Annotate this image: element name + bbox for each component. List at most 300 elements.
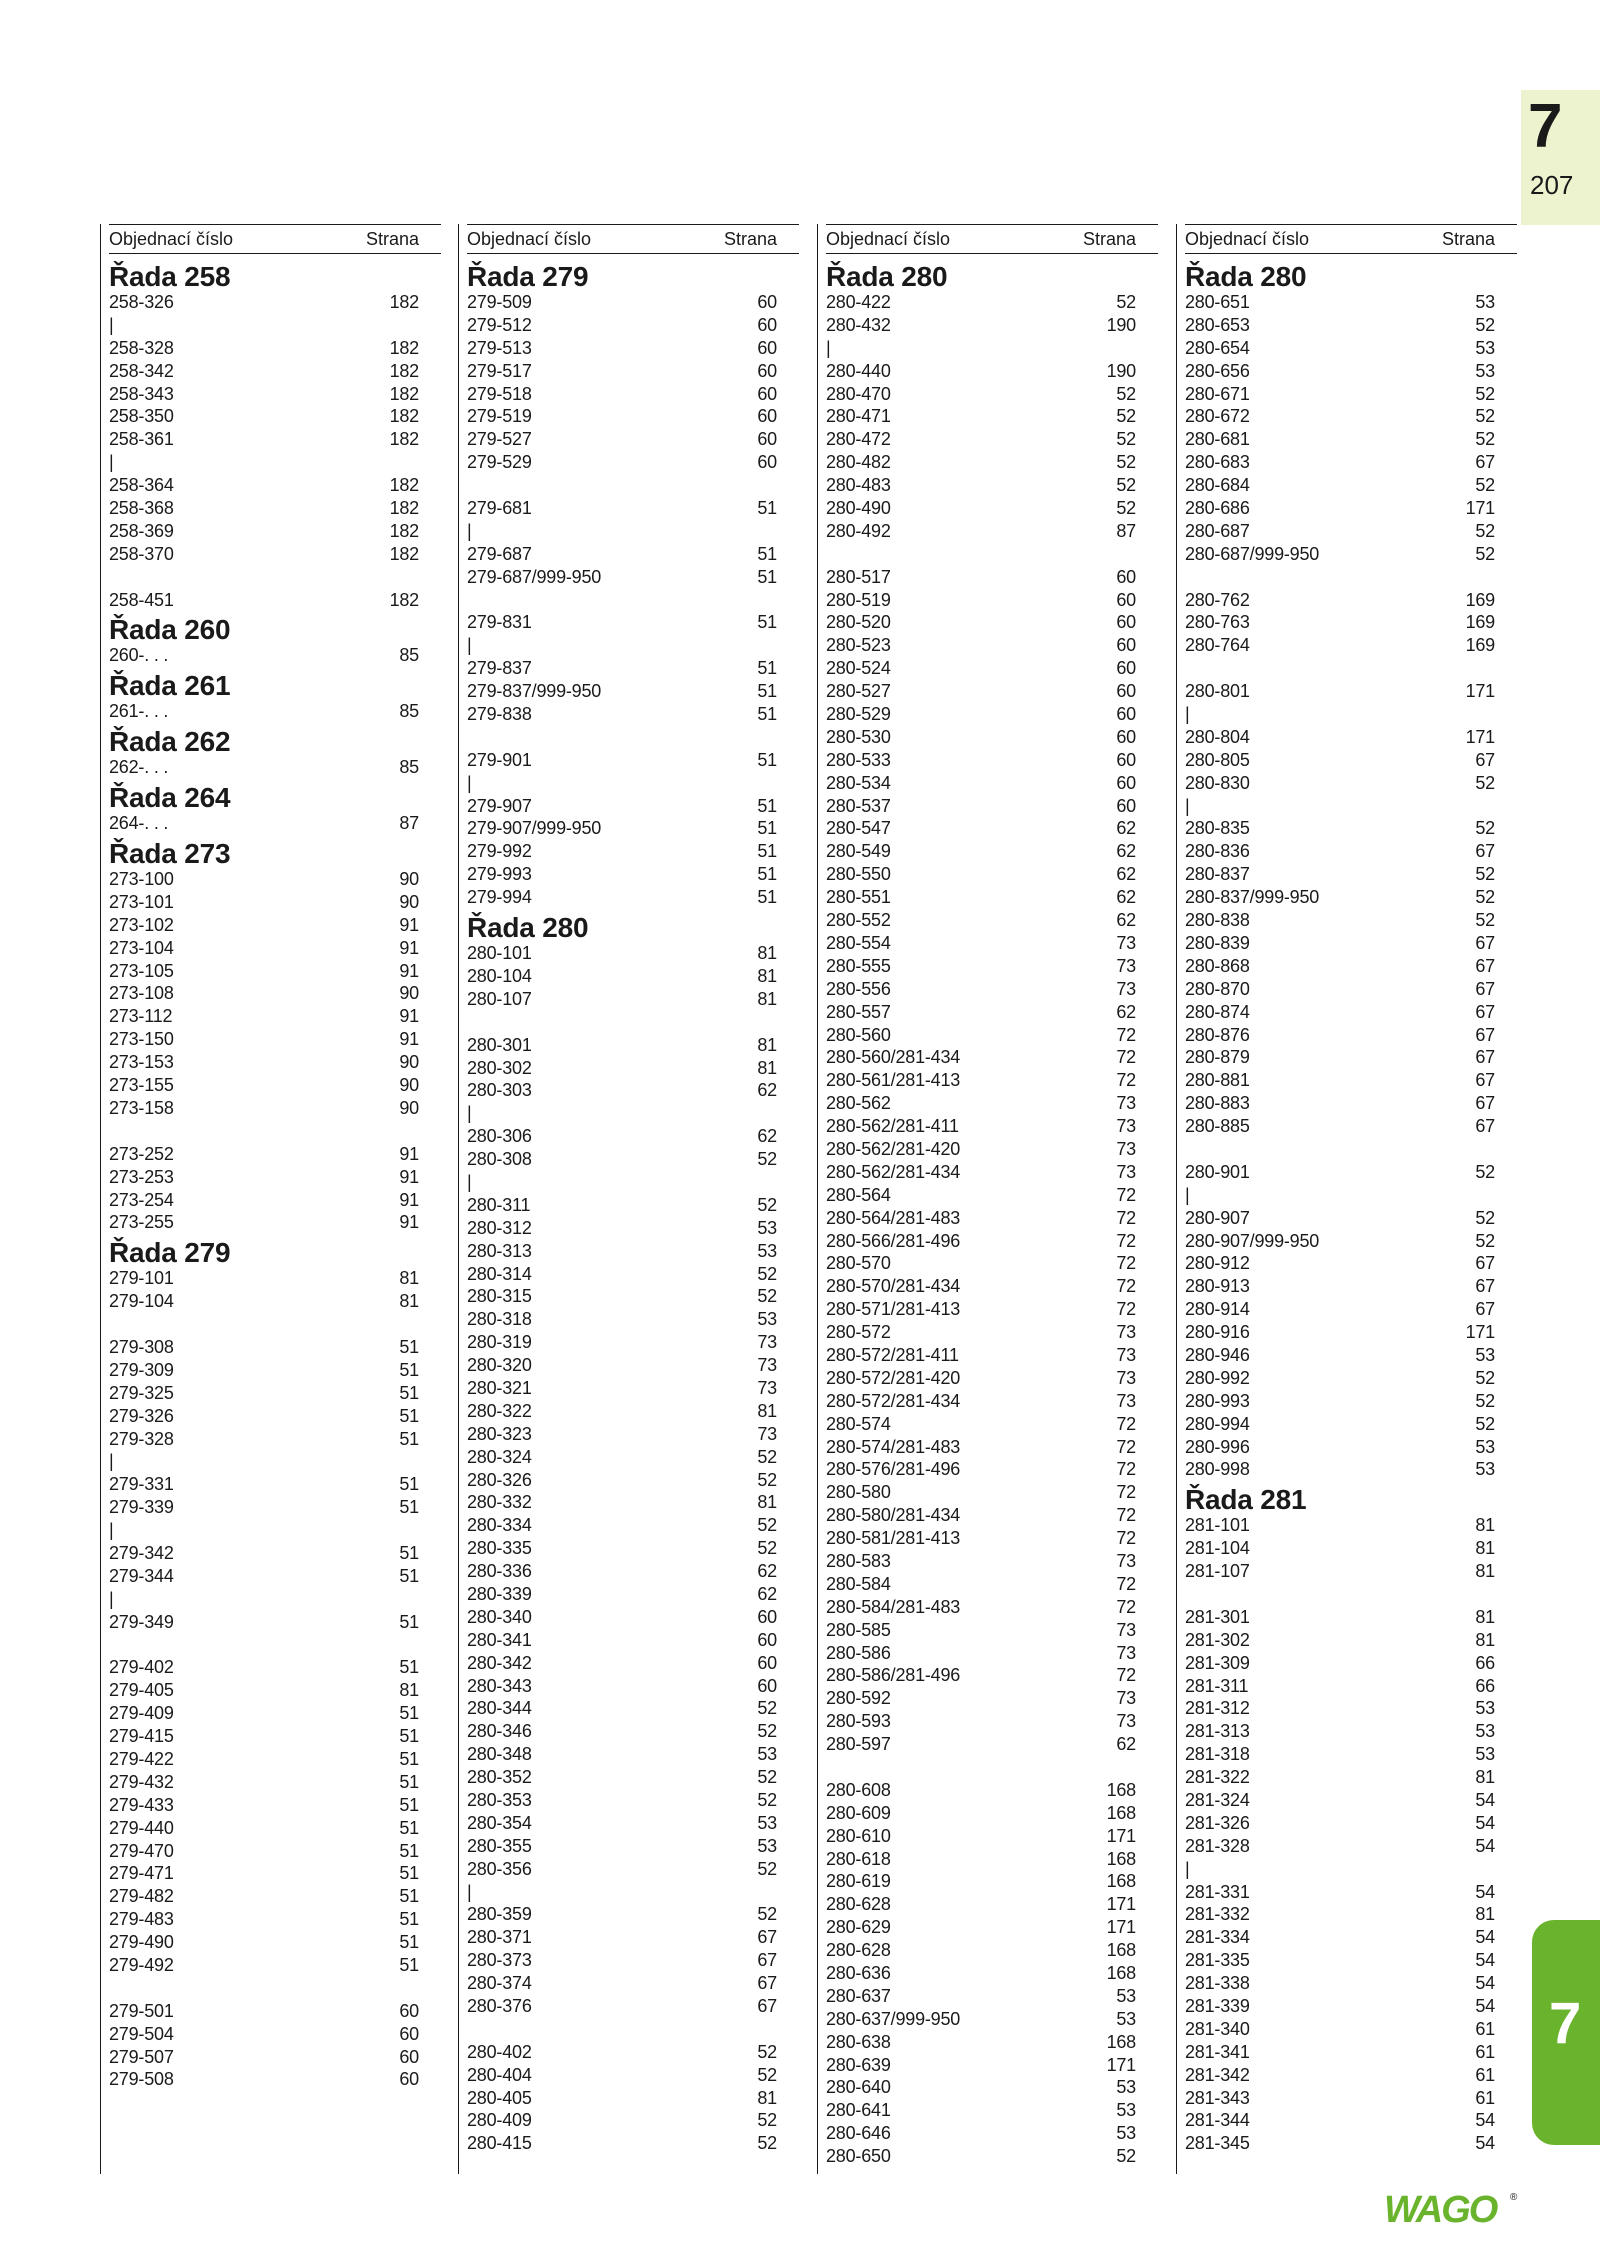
page-reference: 52 xyxy=(757,2064,777,2085)
page-reference: 67 xyxy=(1475,1276,1495,1297)
index-row xyxy=(1185,1675,1517,1698)
index-row xyxy=(826,657,1158,680)
index-row xyxy=(1185,337,1517,360)
order-number: 264-. . . xyxy=(109,813,169,834)
index-row xyxy=(1185,1766,1517,1789)
page-reference: 169 xyxy=(1465,589,1495,610)
order-number: | xyxy=(109,1451,114,1472)
order-number: 281-322 xyxy=(1185,1767,1250,1788)
page-reference: 52 xyxy=(1475,1161,1495,1182)
page-reference: 53 xyxy=(1475,337,1495,358)
index-row xyxy=(467,566,799,589)
order-number: 281-334 xyxy=(1185,1927,1250,1948)
order-number: 258-370 xyxy=(109,543,174,564)
page-reference: 73 xyxy=(757,1355,777,1376)
page-reference: 60 xyxy=(1116,704,1136,725)
page-reference: 67 xyxy=(1475,841,1495,862)
page-reference: 62 xyxy=(757,1583,777,1604)
series-heading: Řada 273 xyxy=(109,838,231,870)
index-row xyxy=(1185,474,1517,497)
row-spacer xyxy=(109,1120,441,1143)
order-number: 280-320 xyxy=(467,1355,532,1376)
page-reference: 81 xyxy=(757,943,777,964)
order-number: 280-483 xyxy=(826,475,891,496)
index-row xyxy=(467,886,799,909)
index-row xyxy=(467,2109,799,2132)
index-row xyxy=(826,1344,1158,1367)
index-row xyxy=(826,955,1158,978)
page-reference: 81 xyxy=(757,1400,777,1421)
svg-text:WAGO: WAGO xyxy=(1384,2189,1497,2230)
order-number: 280-470 xyxy=(826,383,891,404)
order-number: 279-344 xyxy=(109,1565,174,1586)
index-row xyxy=(109,1771,441,1794)
page-reference: 182 xyxy=(389,337,419,358)
index-row xyxy=(1185,314,1517,337)
order-number: | xyxy=(109,452,114,473)
order-number: 280-640 xyxy=(826,2077,891,2098)
order-number: 280-572/281-434 xyxy=(826,1390,961,1411)
index-row xyxy=(826,1710,1158,1733)
index-row xyxy=(826,1825,1158,1848)
order-number: 280-422 xyxy=(826,292,891,312)
page-reference: 60 xyxy=(757,314,777,335)
page-reference: 171 xyxy=(1465,1322,1495,1343)
page-reference: 81 xyxy=(1475,1606,1495,1627)
index-row xyxy=(826,932,1158,955)
order-number: 280-619 xyxy=(826,1871,891,1892)
page-reference: 52 xyxy=(757,1904,777,1925)
page-reference: 73 xyxy=(1116,1344,1136,1365)
index-row xyxy=(467,1125,799,1148)
page-reference: 73 xyxy=(1116,955,1136,976)
order-number: 280-355 xyxy=(467,1835,532,1856)
order-number: 280-348 xyxy=(467,1744,532,1765)
index-row xyxy=(826,451,1158,474)
index-row xyxy=(467,1606,799,1629)
page-reference: 67 xyxy=(1475,978,1495,999)
page-reference: 52 xyxy=(1116,383,1136,404)
order-number: 280-580/281-434 xyxy=(826,1505,961,1526)
page-reference: 168 xyxy=(1106,1802,1136,1823)
index-row xyxy=(1185,405,1517,428)
page-reference: 66 xyxy=(1475,1652,1495,1673)
page-reference: 67 xyxy=(1475,1253,1495,1274)
order-number: 281-328 xyxy=(1185,1835,1250,1856)
page-reference: 60 xyxy=(757,406,777,427)
order-number: 273-252 xyxy=(109,1143,174,1164)
order-number: 280-107 xyxy=(467,988,532,1009)
order-number: 279-331 xyxy=(109,1474,174,1495)
row-spacer xyxy=(109,566,441,589)
order-number: 279-838 xyxy=(467,704,532,725)
index-row xyxy=(1185,1024,1517,1047)
index-row xyxy=(109,1382,441,1405)
index-row xyxy=(826,1413,1158,1436)
page-reference: 73 xyxy=(757,1332,777,1353)
page-reference: 51 xyxy=(399,1405,419,1426)
index-row xyxy=(1185,1207,1517,1230)
column-header xyxy=(1185,224,1517,254)
page-reference: 52 xyxy=(757,1790,777,1810)
index-row xyxy=(826,1207,1158,1230)
index-row xyxy=(467,1240,799,1263)
order-number: 280-764 xyxy=(1185,635,1250,656)
index-row xyxy=(109,520,441,543)
page-reference: 51 xyxy=(757,818,777,839)
page-reference: 51 xyxy=(399,1336,419,1357)
page-reference: 52 xyxy=(1475,1413,1495,1434)
index-row xyxy=(109,1143,441,1166)
index-row xyxy=(826,795,1158,818)
index-row xyxy=(109,1189,441,1212)
page-reference: 81 xyxy=(399,1291,419,1312)
index-row xyxy=(826,749,1158,772)
index-row xyxy=(1185,795,1517,818)
page-reference: 72 xyxy=(1116,1299,1136,1320)
order-number: 279-687/999-950 xyxy=(467,566,602,587)
page-reference: 52 xyxy=(757,2133,777,2154)
index-row xyxy=(1185,1390,1517,1413)
page-reference: 52 xyxy=(1475,1367,1495,1388)
order-number: 280-324 xyxy=(467,1446,532,1467)
page-reference: 51 xyxy=(399,1726,419,1747)
index-row xyxy=(467,1263,799,1286)
order-number: 279-470 xyxy=(109,1840,174,1861)
index-row xyxy=(109,1565,441,1588)
index-row xyxy=(109,474,441,497)
page-reference: 85 xyxy=(399,701,419,722)
page-reference: 72 xyxy=(1116,1024,1136,1045)
index-row xyxy=(1185,1926,1517,1949)
column-header xyxy=(109,224,441,254)
order-number: 280-687/999-950 xyxy=(1185,543,1320,564)
index-row xyxy=(1185,1458,1517,1481)
page-reference: 73 xyxy=(1116,1093,1136,1114)
order-number: 280-572/281-420 xyxy=(826,1367,961,1388)
order-number: 280-762 xyxy=(1185,589,1250,610)
page-reference: 52 xyxy=(1116,498,1136,519)
page-reference: 52 xyxy=(1116,406,1136,427)
page-reference: 190 xyxy=(1106,360,1136,381)
page-reference: 91 xyxy=(399,1143,419,1164)
page-reference: 72 xyxy=(1116,1070,1136,1091)
order-number: 280-672 xyxy=(1185,406,1250,427)
index-row xyxy=(826,726,1158,749)
order-number: 280-557 xyxy=(826,1001,891,1022)
page-reference: 67 xyxy=(1475,932,1495,953)
order-number: 280-318 xyxy=(467,1309,532,1330)
order-number: 280-517 xyxy=(826,566,891,587)
page-reference: 72 xyxy=(1116,1436,1136,1457)
index-row xyxy=(109,2068,441,2091)
index-row xyxy=(1185,1537,1517,1560)
index-row xyxy=(467,1514,799,1537)
index-row xyxy=(826,360,1158,383)
index-row xyxy=(467,1972,799,1995)
page-reference: 54 xyxy=(1475,1835,1495,1856)
index-row xyxy=(1185,1835,1517,1858)
order-number: 280-570/281-434 xyxy=(826,1276,961,1297)
page-reference: 52 xyxy=(1475,818,1495,839)
index-row xyxy=(826,566,1158,589)
page-reference: 182 xyxy=(389,383,419,404)
index-row xyxy=(467,611,799,634)
page-reference: 182 xyxy=(389,543,419,564)
order-number: 280-555 xyxy=(826,955,891,976)
page-reference: 51 xyxy=(757,841,777,862)
order-number: 281-338 xyxy=(1185,1973,1250,1994)
page-reference: 67 xyxy=(1475,1070,1495,1091)
index-row xyxy=(109,1166,441,1189)
page-reference: 73 xyxy=(1116,1161,1136,1182)
index-row xyxy=(467,749,799,772)
index-row xyxy=(1185,772,1517,795)
order-number: 280-524 xyxy=(826,658,891,679)
index-row xyxy=(1185,1903,1517,1926)
index-row xyxy=(826,2122,1158,2145)
order-number: 280-684 xyxy=(1185,475,1250,496)
index-row xyxy=(1185,1949,1517,1972)
index-row xyxy=(1185,886,1517,909)
index-row xyxy=(467,772,799,795)
order-number: 280-405 xyxy=(467,2087,532,2108)
order-number: 273-105 xyxy=(109,960,174,981)
page-reference: 73 xyxy=(1116,1116,1136,1137)
page-reference: 52 xyxy=(757,1469,777,1490)
order-number: 279-104 xyxy=(109,1291,174,1312)
page-reference: 171 xyxy=(1106,1894,1136,1915)
order-number: 280-560 xyxy=(826,1024,891,1045)
page-reference: 52 xyxy=(1475,1207,1495,1228)
page-reference: 61 xyxy=(1475,2087,1495,2108)
order-number: 280-584 xyxy=(826,1573,891,1594)
order-number: 258-364 xyxy=(109,475,174,496)
page-reference: 81 xyxy=(757,1492,777,1513)
page-reference: 61 xyxy=(1475,2064,1495,2085)
order-number: 279-992 xyxy=(467,841,532,862)
header-page: Strana xyxy=(723,229,777,249)
order-number: 279-907/999-950 xyxy=(467,818,602,839)
order-number: 281-331 xyxy=(1185,1881,1250,1902)
index-row xyxy=(467,817,799,840)
order-number: 280-562/281-420 xyxy=(826,1138,961,1159)
order-number: 280-404 xyxy=(467,2064,532,2085)
order-number: 280-830 xyxy=(1185,772,1250,793)
page-reference: 60 xyxy=(757,452,777,473)
order-number: 281-101 xyxy=(1185,1515,1250,1536)
order-number: 258-326 xyxy=(109,292,174,312)
index-row xyxy=(826,1230,1158,1253)
column-header xyxy=(467,224,799,254)
order-number: 273-254 xyxy=(109,1189,174,1210)
page-reference: 190 xyxy=(1106,314,1136,335)
order-number: 279-490 xyxy=(109,1932,174,1953)
page-reference: 52 xyxy=(1475,314,1495,335)
index-row xyxy=(109,2046,441,2069)
index-row xyxy=(1185,1046,1517,1069)
index-row xyxy=(1185,749,1517,772)
page-reference: 51 xyxy=(757,658,777,679)
index-row xyxy=(109,937,441,960)
order-number: 280-638 xyxy=(826,2031,891,2052)
page-reference: 90 xyxy=(399,1075,419,1096)
row-spacer xyxy=(109,1313,441,1336)
order-number: 279-501 xyxy=(109,2000,174,2021)
order-number: 280-805 xyxy=(1185,749,1250,770)
index-row xyxy=(467,405,799,428)
page-reference: 67 xyxy=(1475,749,1495,770)
index-row xyxy=(109,1051,441,1074)
order-number: 279-101 xyxy=(109,1268,174,1289)
index-row xyxy=(109,451,441,474)
page-reference: 53 xyxy=(757,1812,777,1833)
order-number: 258-451 xyxy=(109,589,174,610)
page-reference: 72 xyxy=(1116,1047,1136,1068)
index-row xyxy=(467,337,799,360)
page-reference: 51 xyxy=(399,1817,419,1838)
order-number: 280-570 xyxy=(826,1253,891,1274)
page-reference: 91 xyxy=(399,1166,419,1187)
index-row xyxy=(826,817,1158,840)
index-row xyxy=(826,497,1158,520)
page-reference: 51 xyxy=(399,1909,419,1930)
order-number: | xyxy=(467,1171,472,1192)
order-number: 280-560/281-434 xyxy=(826,1047,961,1068)
page-reference: 72 xyxy=(1116,1665,1136,1686)
order-number: 280-373 xyxy=(467,1950,532,1971)
index-row xyxy=(109,1611,441,1634)
index-row xyxy=(109,1885,441,1908)
series-heading: Řada 280 xyxy=(826,261,948,292)
order-number: 281-332 xyxy=(1185,1904,1250,1925)
page-reference: 53 xyxy=(1116,2077,1136,2098)
order-number: 280-326 xyxy=(467,1469,532,1490)
wago-logo xyxy=(1382,2188,1522,2230)
order-number: 280-554 xyxy=(826,932,891,953)
order-number: 280-356 xyxy=(467,1858,532,1879)
index-row xyxy=(467,2132,799,2155)
index-row xyxy=(467,1675,799,1698)
order-number: 280-581/281-413 xyxy=(826,1528,961,1549)
page-reference: 81 xyxy=(757,2087,777,2108)
page-reference: 87 xyxy=(1116,520,1136,541)
page-reference: 90 xyxy=(399,1097,419,1118)
series-heading: Řada 279 xyxy=(109,1237,231,1269)
index-row xyxy=(109,1336,441,1359)
page-reference: 62 xyxy=(757,1080,777,1101)
order-number: 280-572 xyxy=(826,1322,891,1343)
order-number: | xyxy=(467,1103,472,1124)
order-number: | xyxy=(1185,1858,1190,1879)
row-spacer xyxy=(467,726,799,749)
order-number: | xyxy=(826,337,831,358)
page-reference: 81 xyxy=(1475,1767,1495,1788)
order-number: 280-609 xyxy=(826,1802,891,1823)
order-number: 279-519 xyxy=(467,406,532,427)
index-row xyxy=(826,2031,1158,2054)
page-reference: 62 xyxy=(1116,910,1136,931)
order-number: 280-564/281-483 xyxy=(826,1207,961,1228)
index-row xyxy=(109,405,441,428)
order-number: 280-584/281-483 xyxy=(826,1596,961,1617)
page-reference: 168 xyxy=(1106,1871,1136,1892)
order-number: 280-636 xyxy=(826,1963,891,1984)
series-heading: Řada 260 xyxy=(109,614,231,646)
page-reference: 182 xyxy=(389,406,419,427)
order-number: 280-907 xyxy=(1185,1207,1250,1228)
page-reference: 91 xyxy=(399,1212,419,1233)
order-number: 280-914 xyxy=(1185,1299,1250,1320)
index-row xyxy=(467,703,799,726)
order-number: 281-318 xyxy=(1185,1744,1250,1765)
page-reference: 51 xyxy=(757,681,777,702)
index-row xyxy=(109,1748,441,1771)
index-row xyxy=(467,314,799,337)
order-number: 279-508 xyxy=(109,2069,174,2090)
page-reference: 52 xyxy=(1475,864,1495,885)
series-heading: Řada 280 xyxy=(1185,261,1307,292)
page-reference: 51 xyxy=(757,543,777,564)
page-reference: 53 xyxy=(1116,2123,1136,2144)
order-number: 280-907/999-950 xyxy=(1185,1230,1320,1251)
order-number: 280-371 xyxy=(467,1927,532,1948)
index-row xyxy=(826,405,1158,428)
order-number: 273-158 xyxy=(109,1097,174,1118)
page-reference: 52 xyxy=(1475,429,1495,450)
index-row xyxy=(467,543,799,566)
page-reference: 73 xyxy=(1116,1390,1136,1411)
row-spacer xyxy=(467,589,799,612)
page-reference: 51 xyxy=(399,1932,419,1953)
row-spacer xyxy=(826,1756,1158,1779)
index-row xyxy=(467,1171,799,1194)
order-number: 280-313 xyxy=(467,1240,532,1261)
page-reference: 182 xyxy=(389,360,419,381)
index-row xyxy=(467,1652,799,1675)
series-heading: Řada 261 xyxy=(109,670,231,702)
index-row xyxy=(1185,2109,1517,2132)
order-number: 280-879 xyxy=(1185,1047,1250,1068)
page-reference: 51 xyxy=(399,1794,419,1815)
index-row xyxy=(826,2076,1158,2099)
order-number: 279-482 xyxy=(109,1886,174,1907)
index-row xyxy=(467,1377,799,1400)
page-reference: 91 xyxy=(399,1189,419,1210)
page-reference: 81 xyxy=(1475,1904,1495,1925)
page-reference: 51 xyxy=(399,1863,419,1884)
page-reference: 52 xyxy=(757,1858,777,1879)
order-number: 279-339 xyxy=(109,1497,174,1518)
order-number: 279-517 xyxy=(467,360,532,381)
index-row xyxy=(826,1779,1158,1802)
order-number: 280-561/281-413 xyxy=(826,1070,961,1091)
row-spacer xyxy=(467,474,799,497)
page-reference: 51 xyxy=(399,1840,419,1861)
index-row xyxy=(109,1074,441,1097)
order-number: 280-339 xyxy=(467,1583,532,1604)
order-number: 280-837/999-950 xyxy=(1185,887,1320,908)
order-number: 279-309 xyxy=(109,1359,174,1380)
order-number: 280-946 xyxy=(1185,1344,1250,1365)
index-row xyxy=(109,1496,441,1519)
order-number: 280-837 xyxy=(1185,864,1250,885)
order-number: 262-. . . xyxy=(109,757,169,778)
index-row xyxy=(826,1527,1158,1550)
page-reference: 168 xyxy=(1106,1940,1136,1961)
order-number: | xyxy=(109,1588,114,1609)
page-reference: 53 xyxy=(1475,292,1495,312)
